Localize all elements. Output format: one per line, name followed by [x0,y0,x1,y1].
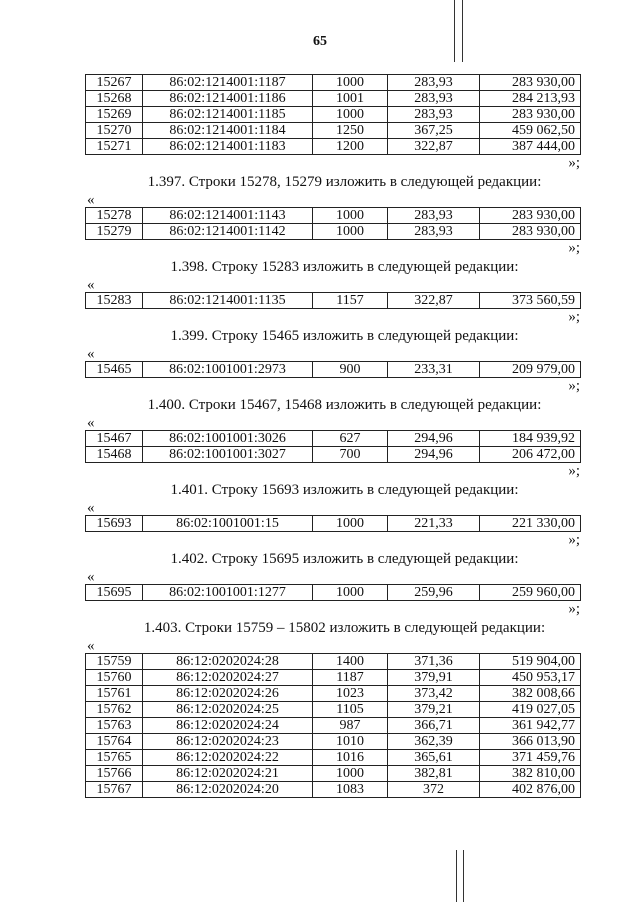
cadastral-number: 86:02:1001001:15 [143,516,313,532]
section-block [85,325,580,394]
open-quote: « [87,638,95,654]
rate-value: 366,71 [388,718,480,734]
rate-value: 233,31 [388,362,480,378]
area-value: 1016 [313,750,388,766]
row-number: 15767 [86,782,143,798]
scan-mark-bottom [456,850,457,902]
table-row [86,686,581,702]
row-number: 15269 [86,107,143,123]
cost-value: 259 960,00 [480,585,581,601]
rate-value: 362,39 [388,734,480,750]
table-row [86,702,581,718]
rate-value: 365,61 [388,750,480,766]
cadastral-number: 86:12:0202024:21 [143,766,313,782]
section-heading: 1.402. Строку 15695 изложить в следующей редакции: [170,551,519,567]
cadastral-number: 86:02:1001001:2973 [143,362,313,378]
area-value: 1000 [313,208,388,224]
row-number: 15270 [86,123,143,139]
rate-value: 373,42 [388,686,480,702]
rate-value: 283,93 [388,208,480,224]
open-quote: « [87,500,95,516]
data-table [85,584,581,601]
cadastral-number: 86:02:1001001:3027 [143,447,313,463]
table-row [86,75,581,91]
row-number: 15271 [86,139,143,155]
open-quote: « [87,346,95,362]
cost-value: 450 953,17 [480,670,581,686]
close-quote: »; [568,240,580,256]
section-block [85,171,580,256]
cadastral-number: 86:02:1001001:1277 [143,585,313,601]
rate-value: 379,21 [388,702,480,718]
rate-value: 367,25 [388,123,480,139]
area-value: 1000 [313,75,388,91]
open-quote: « [87,277,95,293]
cost-value: 206 472,00 [480,447,581,463]
row-number: 15759 [86,654,143,670]
rate-value: 283,93 [388,75,480,91]
table-row [86,431,581,447]
data-table [85,430,581,463]
rate-value: 322,87 [388,293,480,309]
cost-value: 283 930,00 [480,208,581,224]
close-quote: »; [568,155,580,171]
table-row [86,224,581,240]
table-row [86,516,581,532]
table-row [86,293,581,309]
rate-value: 294,96 [388,447,480,463]
cadastral-number: 86:02:1214001:1135 [143,293,313,309]
data-table [85,361,581,378]
row-number: 15267 [86,75,143,91]
row-number: 15467 [86,431,143,447]
table-row [86,750,581,766]
table-row [86,91,581,107]
table-row [86,139,581,155]
cadastral-number: 86:02:1214001:1185 [143,107,313,123]
cadastral-number: 86:02:1214001:1142 [143,224,313,240]
section-heading: 1.399. Строку 15465 изложить в следующей редакции: [170,328,519,344]
close-quote: »; [568,378,580,394]
rate-value: 382,81 [388,766,480,782]
data-table [85,515,581,532]
rate-value: 379,91 [388,670,480,686]
table-row [86,107,581,123]
cadastral-number: 86:12:0202024:22 [143,750,313,766]
area-value: 1105 [313,702,388,718]
close-quote: »; [568,463,580,479]
open-quote: « [87,192,95,208]
rate-value: 221,33 [388,516,480,532]
cost-value: 283 930,00 [480,75,581,91]
cadastral-number: 86:02:1214001:1186 [143,91,313,107]
section-heading: 1.397. Строки 15278, 15279 изложить в следующей редакции: [147,174,542,190]
rate-value: 283,93 [388,224,480,240]
area-value: 1000 [313,224,388,240]
area-value: 700 [313,447,388,463]
table-row [86,766,581,782]
open-quote: « [87,569,95,585]
rate-value: 322,87 [388,139,480,155]
area-value: 1400 [313,654,388,670]
rate-value: 283,93 [388,91,480,107]
section-heading: 1.398. Строку 15283 изложить в следующей редакции: [170,259,519,275]
cost-value: 519 904,00 [480,654,581,670]
cadastral-number: 86:02:1214001:1184 [143,123,313,139]
rate-value: 259,96 [388,585,480,601]
area-value: 627 [313,431,388,447]
cost-value: 459 062,50 [480,123,581,139]
table-row [86,654,581,670]
row-number: 15283 [86,293,143,309]
open-quote: « [87,415,95,431]
data-table [85,292,581,309]
table-row [86,208,581,224]
close-quote: »; [568,601,580,617]
area-value: 1001 [313,91,388,107]
area-value: 1023 [313,686,388,702]
cadastral-number: 86:12:0202024:24 [143,718,313,734]
row-number: 15695 [86,585,143,601]
table-row [86,718,581,734]
cost-value: 387 444,00 [480,139,581,155]
table-row [86,734,581,750]
close-quote: »; [568,532,580,548]
row-number: 15693 [86,516,143,532]
cadastral-number: 86:12:0202024:20 [143,782,313,798]
area-value: 900 [313,362,388,378]
section-block [85,394,580,479]
row-number: 15268 [86,91,143,107]
close-quote: »; [568,309,580,325]
area-value: 1157 [313,293,388,309]
cadastral-number: 86:02:1001001:3026 [143,431,313,447]
area-value: 1000 [313,516,388,532]
cost-value: 382 810,00 [480,766,581,782]
document-body [85,74,580,814]
cadastral-number: 86:12:0202024:25 [143,702,313,718]
table-row [86,123,581,139]
rate-value: 294,96 [388,431,480,447]
row-number: 15468 [86,447,143,463]
cost-value: 419 027,05 [480,702,581,718]
area-value: 1000 [313,107,388,123]
area-value: 1200 [313,139,388,155]
section-block [85,548,580,617]
section-block [85,617,580,814]
row-number: 15763 [86,718,143,734]
table-row [86,585,581,601]
rate-value: 372 [388,782,480,798]
row-number: 15760 [86,670,143,686]
cadastral-number: 86:02:1214001:1187 [143,75,313,91]
cost-value: 361 942,77 [480,718,581,734]
area-value: 1187 [313,670,388,686]
cost-value: 382 008,66 [480,686,581,702]
table-row [86,782,581,798]
row-number: 15764 [86,734,143,750]
section-block [85,479,580,548]
scan-mark-top-2 [462,0,463,62]
cost-value: 284 213,93 [480,91,581,107]
table-row [86,362,581,378]
cost-value: 283 930,00 [480,107,581,123]
row-number: 15762 [86,702,143,718]
cadastral-number: 86:12:0202024:26 [143,686,313,702]
data-table [85,653,581,798]
data-table [85,207,581,240]
section-heading: 1.400. Строки 15467, 15468 изложить в следующей редакции: [147,397,542,413]
cadastral-number: 86:02:1214001:1143 [143,208,313,224]
cadastral-number: 86:12:0202024:27 [143,670,313,686]
page-number: 65 [313,34,327,49]
cost-value: 373 560,59 [480,293,581,309]
cost-value: 371 459,76 [480,750,581,766]
cost-value: 402 876,00 [480,782,581,798]
area-value: 1000 [313,766,388,782]
rate-value: 371,36 [388,654,480,670]
data-table [85,74,581,155]
section-heading: 1.401. Строку 15693 изложить в следующей редакции: [170,482,519,498]
cost-value: 221 330,00 [480,516,581,532]
table-row [86,670,581,686]
cadastral-number: 86:12:0202024:23 [143,734,313,750]
scan-mark-bottom-2 [463,850,464,902]
row-number: 15465 [86,362,143,378]
area-value: 1250 [313,123,388,139]
row-number: 15279 [86,224,143,240]
cost-value: 366 013,90 [480,734,581,750]
row-number: 15766 [86,766,143,782]
area-value: 1000 [313,585,388,601]
section-heading: 1.403. Строки 15759 – 15802 изложить в следующей редакции: [143,620,546,636]
cost-value: 184 939,92 [480,431,581,447]
table-row [86,447,581,463]
cadastral-number: 86:12:0202024:28 [143,654,313,670]
cadastral-number: 86:02:1214001:1183 [143,139,313,155]
row-number: 15278 [86,208,143,224]
area-value: 1010 [313,734,388,750]
rate-value: 283,93 [388,107,480,123]
area-value: 987 [313,718,388,734]
cost-value: 283 930,00 [480,224,581,240]
area-value: 1083 [313,782,388,798]
row-number: 15765 [86,750,143,766]
cost-value: 209 979,00 [480,362,581,378]
section-block [85,74,580,171]
scan-mark-top [454,0,455,62]
section-block [85,256,580,325]
row-number: 15761 [86,686,143,702]
